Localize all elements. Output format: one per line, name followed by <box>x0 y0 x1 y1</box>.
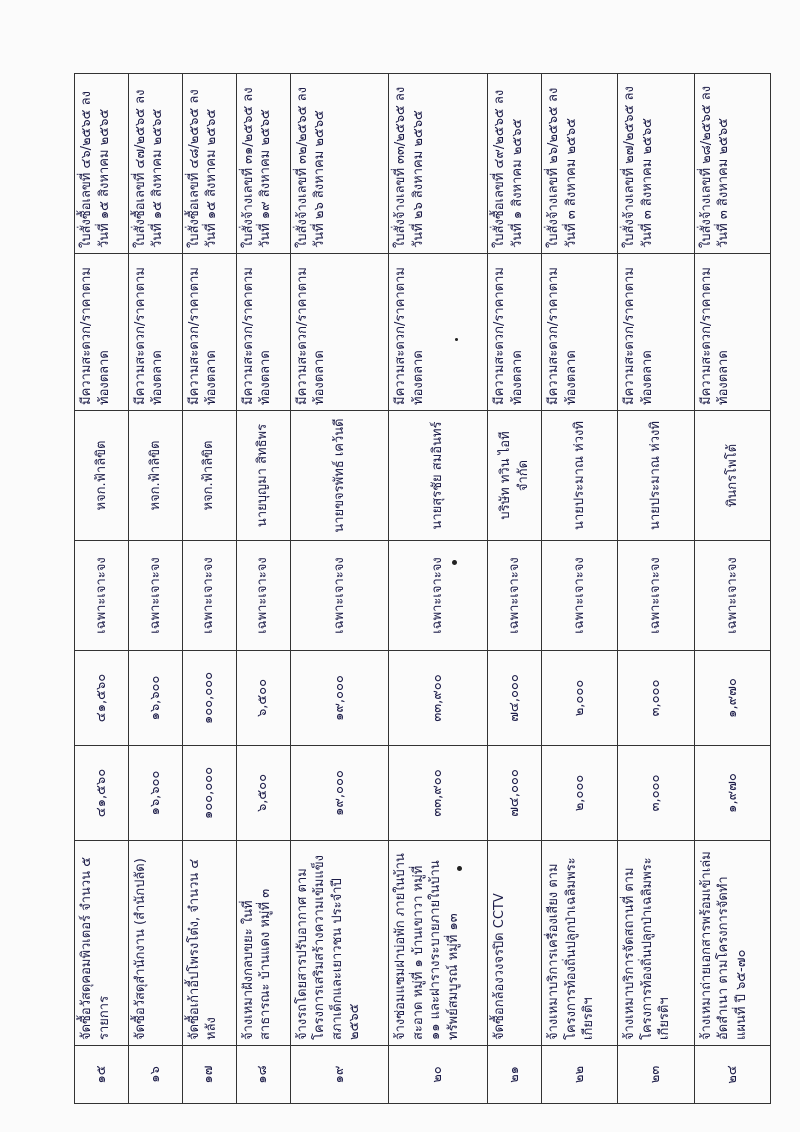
row-number: ๒๐ <box>389 1046 488 1104</box>
row-budget: ๓,๐๐๐ <box>618 746 694 841</box>
row-reason: มีความสะดวก/ราคาตามท้องตลาด <box>488 254 542 411</box>
row-reference: ใบสั่งซื้อเลขที่ ๔๙/๒๕๖๕ ลงวันที่ ๑ สิงหาคม ๒๕๖๕ <box>488 74 542 254</box>
row-method: เฉพาะเจาะจง <box>541 541 617 651</box>
row-description: จ้างรถโดยสารปรับอากาศ ตามโครงการเสริมสร้างความเข้มแข็งสภาเด็กและเยาวชน ประจำปี ๒๕๖๕ <box>290 841 389 1046</box>
row-number: ๒๒ <box>541 1046 617 1104</box>
row-reference: ใบสั่งจ้างเลขที่ ๒๖/๒๕๖๕ ลงวันที่ ๓ สิงหาคม ๒๕๖๕ <box>541 74 617 254</box>
row-reference: ใบสั่งจ้างเลขที่ ๓๒/๒๕๖๕ ลงวันที่ ๒๖ สิงหาคม ๒๕๖๕ <box>290 74 389 254</box>
table-row <box>182 74 236 1104</box>
row-reference: ใบสั่งจ้างเลขที่ ๒๘/๒๕๖๕ ลงวันที่ ๓ สิงหาคม ๒๕๖๕ <box>694 74 770 254</box>
row-median-price: ๖,๕๐๐ <box>236 651 290 746</box>
row-reference: ใบสั่งซื้อเลขที่ ๔๘/๒๕๖๕ ลงวันที่ ๑๕ สิงหาคม ๒๕๖๕ <box>182 74 236 254</box>
row-description: จัดซื้อวัสดุคอมพิวเตอร์ จำนวน ๕ รายการ <box>75 841 129 1046</box>
row-winner: นายขจรพัทธ์ เคว้นดี <box>290 411 389 541</box>
row-description: จ้างเหมาบริการจัดสถานที่ ตามโครงการท้องถิ่นปลูกป่าเฉลิมพระเกียรติฯ <box>618 841 694 1046</box>
procurement-table <box>74 73 771 1104</box>
scan-speck <box>455 338 458 341</box>
row-winner: หจก.ฟ้าลิขิต <box>75 411 129 541</box>
row-reference: ใบสั่งซื้อเลขที่ ๔๗/๒๕๖๕ ลงวันที่ ๑๕ สิงหาคม ๒๕๖๕ <box>128 74 182 254</box>
table-row <box>128 74 182 1104</box>
row-reference: ใบสั่งจ้างเลขที่ ๓๑/๒๕๖๕ ลงวันที่ ๑๙ สิงหาคม ๒๕๖๕ <box>236 74 290 254</box>
row-method: เฉพาะเจาะจง <box>290 541 389 651</box>
row-winner: หจก.ฟ้าลิขิต <box>128 411 182 541</box>
row-description: จัดซื้อเก้าอี้ปโพรงโต๋ง, จำนวน ๔ หลัง <box>182 841 236 1046</box>
row-budget: ๑๐๐,๐๐๐ <box>182 746 236 841</box>
row-reason: มีความสะดวก/ราคาตามท้องตลาด <box>694 254 770 411</box>
row-winner: บริษัท ทวิน ไอที จำกัด <box>488 411 542 541</box>
row-method: เฉพาะเจาะจง <box>128 541 182 651</box>
row-reason: มีความสะดวก/ราคาตามท้องตลาด <box>290 254 389 411</box>
row-description: จ้างเหมาบริการเครื่องเสียง ตามโครงการท้องถิ่นปลูกป่าเฉลิมพระเกียรติฯ <box>541 841 617 1046</box>
row-median-price: ๑๖,๖๐๐ <box>128 651 182 746</box>
row-method: เฉพาะเจาะจง <box>488 541 542 651</box>
row-number: ๑๖ <box>128 1046 182 1104</box>
row-method: เฉพาะเจาะจง <box>389 541 488 651</box>
row-budget: ๑๙,๐๐๐ <box>290 746 389 841</box>
row-reason: มีความสะดวก/ราคาตามท้องตลาด <box>75 254 129 411</box>
scan-speck <box>457 866 462 871</box>
row-median-price: ๑๙,๐๐๐ <box>290 651 389 746</box>
row-budget: ๓๓,๙๐๐ <box>389 746 488 841</box>
row-reason: มีความสะดวก/ราคาตามท้องตลาด <box>182 254 236 411</box>
row-number: ๒๔ <box>694 1046 770 1104</box>
row-budget: ๑๖,๖๐๐ <box>128 746 182 841</box>
row-number: ๒๓ <box>618 1046 694 1104</box>
row-reason: มีความสะดวก/ราคาตามท้องตลาด <box>618 254 694 411</box>
row-median-price: ๑๐๐,๐๐๐ <box>182 651 236 746</box>
row-reason: มีความสะดวก/ราคาตามท้องตลาด <box>541 254 617 411</box>
row-median-price: ๑,๙๗๐ <box>694 651 770 746</box>
table-row <box>75 74 129 1104</box>
row-budget: ๖,๕๐๐ <box>236 746 290 841</box>
row-number: ๑๗ <box>182 1046 236 1104</box>
table-row <box>541 74 617 1104</box>
table-row <box>389 74 488 1104</box>
row-median-price: ๓,๐๐๐ <box>618 651 694 746</box>
rotated-procurement-table <box>74 74 771 1104</box>
row-winner: หจก.ฟ้าลิขิต <box>182 411 236 541</box>
row-method: เฉพาะเจาะจง <box>694 541 770 651</box>
row-median-price: ๒,๐๐๐ <box>541 651 617 746</box>
row-median-price: ๗๔,๐๐๐ <box>488 651 542 746</box>
row-description: จัดซื้อวัสดุสำนักงาน (สำนักปลัด) <box>128 841 182 1046</box>
row-median-price: ๔๑,๕๖๐ <box>75 651 129 746</box>
row-reason: มีความสะดวก/ราคาตามท้องตลาด <box>389 254 488 411</box>
row-method: เฉพาะเจาะจง <box>236 541 290 651</box>
row-method: เฉพาะเจาะจง <box>618 541 694 651</box>
row-reference: ใบสั่งซื้อเลขที่ ๔๖/๒๕๖๕ ลงวันที่ ๑๕ สิงหาคม ๒๕๖๕ <box>75 74 129 254</box>
row-number: ๑๕ <box>75 1046 129 1104</box>
row-number: ๒๑ <box>488 1046 542 1104</box>
row-budget: ๑,๙๗๐ <box>694 746 770 841</box>
row-reference: ใบสั่งจ้างเลขที่ ๒๗/๒๕๖๕ ลงวันที่ ๓ สิงหาคม ๒๕๖๕ <box>618 74 694 254</box>
table-row <box>694 74 770 1104</box>
row-description: จ้างเหมาถ่ายเอกสารพร้อมเข้าเล่ม อัดสำเนา ตามโครงการจัดทำแผนที่ ปี ๖๕-๗๐ <box>694 841 770 1046</box>
row-description: จ้างเหมาฝังกลบขยะ ในที่สาธารณะ บ้านแดง หมู่ที่ ๓ <box>236 841 290 1046</box>
table-row <box>488 74 542 1104</box>
row-description: จัดซื้อกล้องวงจรปิด CCTV <box>488 841 542 1046</box>
row-winner: นายประมาณ ห่วงทิ <box>541 411 617 541</box>
row-number: ๑๘ <box>236 1046 290 1104</box>
row-budget: ๔๑,๕๖๐ <box>75 746 129 841</box>
scan-speck <box>452 560 457 565</box>
row-budget: ๒,๐๐๐ <box>541 746 617 841</box>
row-reason: มีความสะดวก/ราคาตามท้องตลาด <box>236 254 290 411</box>
table-row <box>290 74 389 1104</box>
row-winner: นายสุรชัย สมอินทร์ <box>389 411 488 541</box>
table-row <box>236 74 290 1104</box>
row-method: เฉพาะเจาะจง <box>182 541 236 651</box>
table-row <box>618 74 694 1104</box>
row-description: จ้างซ่อมแซมฝาบ่อพัก ภายในบ้านสะอาด หมู่ที่ ๑ บ้านเขาวา หมู่ที่ ๑๑ และฝารางระบายภายในบ้านทรัพย์สมบูรณ์ หมู่ที่ ๑๓ <box>389 841 488 1046</box>
row-winner: ทินกรโพโต้ <box>694 411 770 541</box>
row-winner: นายประมาณ ห่วงทิ <box>618 411 694 541</box>
row-reference: ใบสั่งจ้างเลขที่ ๓๓/๒๕๖๕ ลงวันที่ ๒๖ สิงหาคม ๒๕๖๕ <box>389 74 488 254</box>
row-reason: มีความสะดวก/ราคาตามท้องตลาด <box>128 254 182 411</box>
row-median-price: ๓๓,๙๐๐ <box>389 651 488 746</box>
row-winner: นายบุญมา สิทธิพร <box>236 411 290 541</box>
row-budget: ๗๔,๐๐๐ <box>488 746 542 841</box>
row-method: เฉพาะเจาะจง <box>75 541 129 651</box>
row-number: ๑๙ <box>290 1046 389 1104</box>
